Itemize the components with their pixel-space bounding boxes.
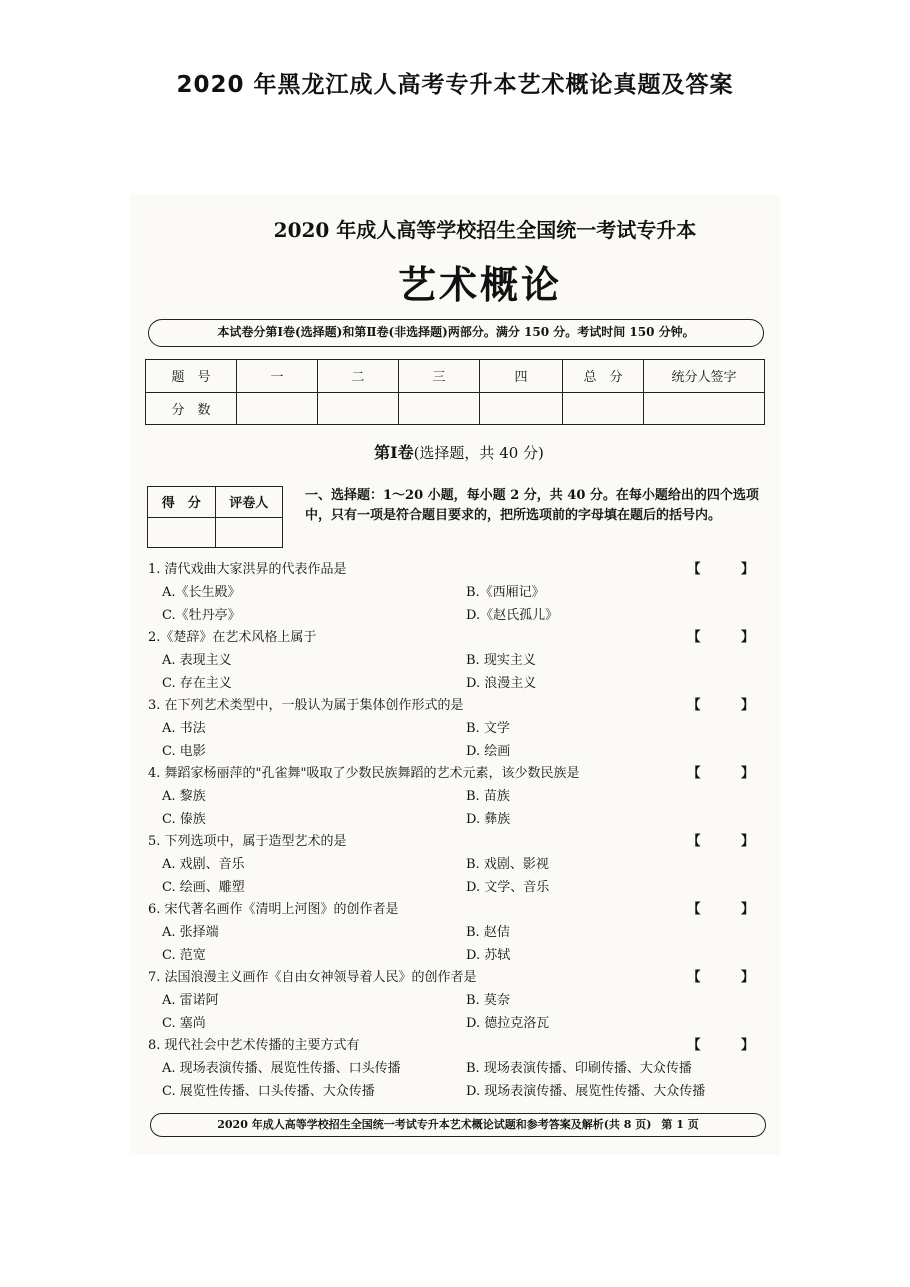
option-d: D. 彝族 — [466, 812, 511, 827]
option-a: A. 表现主义 — [162, 653, 232, 668]
question-list — [148, 558, 772, 1102]
option-b: B.《西厢记》 — [466, 585, 545, 600]
question-item — [148, 830, 772, 898]
option-a: A. 戏剧、音乐 — [162, 857, 245, 872]
score-table-cell: 一 — [237, 360, 318, 393]
option-b: B. 现场表演传播、印刷传播、大众传播 — [466, 1061, 692, 1076]
page-number: 第 1 页 — [661, 1118, 699, 1131]
option-a: A. 现场表演传播、展览性传播、口头传播 — [162, 1061, 401, 1076]
question-item — [148, 1034, 772, 1102]
exam-subject: 艺术概论 — [397, 263, 562, 307]
question-stem: 3. 在下列艺术类型中，一般认为属于集体创作形式的是 — [148, 698, 464, 713]
grader-score-entry[interactable] — [148, 517, 216, 548]
answer-bracket[interactable]: 【 】 — [687, 970, 772, 985]
option-c: C. 塞尚 — [162, 1016, 206, 1031]
option-b: B. 赵佶 — [466, 925, 510, 940]
question-item — [148, 898, 772, 966]
option-b: B. 苗族 — [466, 789, 510, 804]
question-stem: 7. 法国浪漫主义画作《自由女神领导着人民》的创作者是 — [148, 970, 477, 985]
section-subtitle: (选择题，共 40 分) — [413, 444, 544, 462]
option-d: D. 德拉克洛瓦 — [466, 1016, 550, 1031]
question-stem: 8. 现代社会中艺术传播的主要方式有 — [148, 1038, 360, 1053]
score-table-header-row — [146, 360, 765, 393]
score-table-cell: 总 分 — [563, 360, 644, 393]
page-title: 2020 年黑龙江成人高考专升本艺术概论真题及答案 — [176, 72, 734, 98]
option-a: A. 张择端 — [162, 925, 219, 940]
option-d: D. 文学、音乐 — [466, 880, 550, 895]
option-b: B. 戏剧、影视 — [466, 857, 549, 872]
option-c: C. 范宽 — [162, 948, 206, 963]
option-b: B. 现实主义 — [466, 653, 536, 668]
answer-bracket[interactable]: 【 】 — [687, 902, 772, 917]
score-table-cell: 分 数 — [146, 392, 237, 425]
option-c: C. 展览性传播、口头传播、大众传播 — [162, 1084, 375, 1099]
option-c: C. 存在主义 — [162, 676, 232, 691]
answer-bracket[interactable]: 【 】 — [687, 834, 772, 849]
answer-bracket[interactable]: 【 】 — [687, 562, 772, 577]
option-c: C. 傣族 — [162, 812, 206, 827]
section-instructions: 一、选择题：1～20 小题，每小题 2 分，共 40 分。在每小题给出的四个选项中，只有一项是符合题目要求的，把所选项前的字母填在题后的括号内。 — [305, 488, 759, 523]
grader-box — [147, 486, 283, 548]
option-b: B. 莫奈 — [466, 993, 510, 1008]
option-a: A. 雷诺阿 — [162, 993, 219, 1008]
answer-bracket[interactable]: 【 】 — [687, 766, 772, 781]
score-table-cell: 统分人签字 — [644, 360, 765, 393]
score-entry-cell[interactable] — [480, 392, 563, 425]
question-stem: 6. 宋代著名画作《清明上河图》的创作者是 — [148, 902, 399, 917]
section-heading — [0, 440, 910, 463]
option-d: D. 浪漫主义 — [466, 676, 537, 691]
option-a: A.《长生殿》 — [162, 585, 241, 600]
question-item — [148, 966, 772, 1034]
score-table — [145, 359, 765, 425]
option-d: D.《赵氏孤儿》 — [466, 608, 559, 623]
score-entry-cell[interactable] — [644, 392, 765, 425]
question-stem: 5. 下列选项中，属于造型艺术的是 — [148, 834, 347, 849]
question-item — [148, 626, 772, 694]
question-item — [148, 694, 772, 762]
section-title: 第Ⅰ卷 — [374, 443, 414, 462]
grader-score-label: 得 分 — [148, 487, 216, 518]
question-stem: 2.《楚辞》在艺术风格上属于 — [148, 630, 317, 645]
answer-bracket[interactable]: 【 】 — [687, 630, 772, 645]
answer-bracket[interactable]: 【 】 — [687, 698, 772, 713]
option-d: D. 绘画 — [466, 744, 511, 759]
score-table-score-row — [146, 392, 765, 425]
score-table-cell: 二 — [318, 360, 399, 393]
score-table-cell: 四 — [480, 360, 563, 393]
exam-notice: 本试卷分第Ⅰ卷(选择题)和第Ⅱ卷(非选择题)两部分。满分 150 分。考试时间 150 分钟。 — [148, 319, 764, 347]
score-entry-cell[interactable] — [563, 392, 644, 425]
footer-text: 2020 年成人高等学校招生全国统一考试专升本艺术概论试题和参考答案及解析(共 8 页) — [217, 1118, 652, 1131]
option-c: C. 电影 — [162, 744, 206, 759]
option-a: A. 书法 — [162, 721, 206, 736]
option-d: D. 现场表演传播、展览性传播、大众传播 — [466, 1084, 706, 1099]
score-table-cell: 三 — [399, 360, 480, 393]
option-b: B. 文学 — [466, 721, 510, 736]
exam-title: 2020 年成人高等学校招生全国统一考试专升本 — [273, 218, 697, 242]
option-c: C. 绘画、雕塑 — [162, 880, 245, 895]
grader-name-label: 评卷人 — [215, 487, 283, 518]
question-item — [148, 762, 772, 830]
score-entry-cell[interactable] — [399, 392, 480, 425]
page-footer — [150, 1113, 766, 1137]
question-item — [148, 558, 772, 626]
option-c: C.《牡丹亭》 — [162, 608, 241, 623]
grader-name-entry[interactable] — [215, 517, 283, 548]
score-table-cell: 题 号 — [146, 360, 237, 393]
score-entry-cell[interactable] — [237, 392, 318, 425]
score-entry-cell[interactable] — [318, 392, 399, 425]
answer-bracket[interactable]: 【 】 — [687, 1038, 772, 1053]
question-stem: 4. 舞蹈家杨丽萍的"孔雀舞"吸取了少数民族舞蹈的艺术元素，该少数民族是 — [148, 766, 580, 781]
question-stem: 1. 清代戏曲大家洪昇的代表作品是 — [148, 562, 347, 577]
option-d: D. 苏轼 — [466, 948, 511, 963]
option-a: A. 黎族 — [162, 789, 206, 804]
